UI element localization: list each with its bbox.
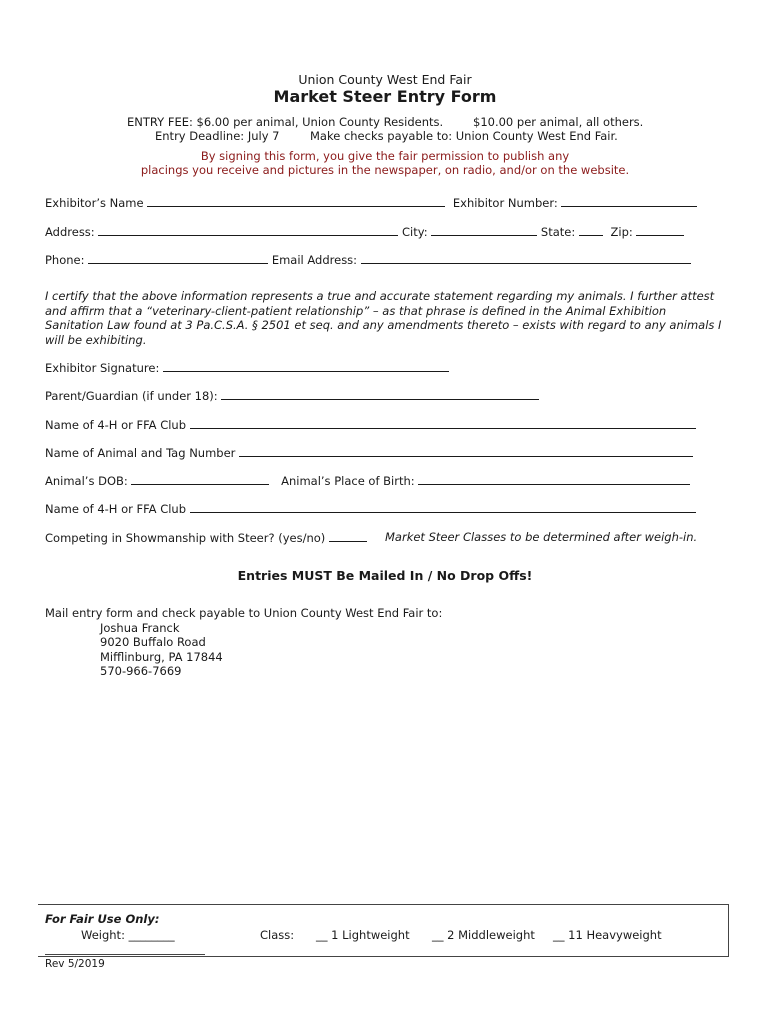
entry-deadline: Entry Deadline: July 7 (155, 129, 280, 143)
entry-fee-others: $10.00 per animal, all others. (473, 115, 644, 129)
signature-row (45, 361, 449, 375)
fair-use-class-label: Class: (260, 928, 295, 942)
zip-label: Zip: (610, 225, 633, 239)
club-name-label-2: Name of 4-H or FFA Club (45, 502, 187, 516)
animal-tag-row (45, 446, 693, 460)
mailing-block (45, 606, 442, 679)
mailing-notice: Entries MUST Be Mailed In / No Drop Offs! (237, 568, 533, 583)
showmanship-field[interactable] (329, 531, 367, 542)
class-option-middleweight: __ 2 Middleweight (432, 928, 535, 942)
exhibitor-number-label: Exhibitor Number: (452, 196, 558, 210)
address-row (45, 225, 684, 239)
address-field[interactable] (98, 225, 398, 236)
zip-field[interactable] (636, 225, 684, 236)
showmanship-label: Competing in Showmanship with Steer? (yes/no) (45, 531, 326, 545)
animal-tag-field[interactable] (239, 446, 693, 457)
form-title: Market Steer Entry Form (273, 87, 497, 106)
class-option-lightweight: __ 1 Lightweight (316, 928, 410, 942)
club-row-1 (45, 418, 696, 432)
permission-notice-line-1: By signing this form, you give the fair permission to publish any (200, 149, 570, 163)
animal-dob-field[interactable] (131, 474, 269, 485)
animal-dob-row (45, 474, 690, 488)
class-option-heavyweight: __ 11 Heavyweight (553, 928, 662, 942)
club-name-field-2[interactable] (190, 502, 696, 513)
fair-use-weight: Weight: ________ (81, 928, 175, 942)
animal-dob-label: Animal’s DOB: (45, 474, 128, 488)
certification-statement: I certify that the above information represents a true and accurate statement regarding my animals. I further attest and affirm that a “veterinary-client-patient relationship” – as that phrase is defined in the Animal Exhibition Sanitation Law found at 3 Pa.C.S.A. § 2501 et seq. and any amendments thereto – exists with regard to any animals I will be exhibiting. (45, 289, 722, 347)
classes-note: Market Steer Classes to be determined after weigh-in. (385, 530, 698, 544)
permission-notice-line-2: placings you receive and pictures in the newspaper, on radio, and/or on the website. (140, 163, 630, 177)
exhibitor-signature-label: Exhibitor Signature: (45, 361, 160, 375)
club-row-2 (45, 502, 696, 516)
address-label: Address: (45, 225, 95, 239)
exhibitor-number-field[interactable] (561, 196, 697, 207)
state-field[interactable] (579, 225, 603, 236)
entry-fee-residents: ENTRY FEE: $6.00 per animal, Union County Residents. (127, 115, 444, 129)
animal-birthplace-field[interactable] (418, 474, 690, 485)
club-name-label-1: Name of 4-H or FFA Club (45, 418, 187, 432)
club-name-field-1[interactable] (190, 418, 696, 429)
exhibitor-signature-field[interactable] (163, 361, 449, 372)
mailing-name: Joshua Franck (100, 620, 180, 635)
mailing-street: 9020 Buffalo Road (100, 635, 206, 649)
state-label: State: (540, 225, 576, 239)
email-field[interactable] (361, 253, 691, 264)
fair-use-heading: For Fair Use Only: (45, 912, 160, 926)
email-label: Email Address: (271, 253, 358, 267)
exhibitor-name-field[interactable] (147, 196, 445, 207)
organization-name: Union County West End Fair (298, 72, 472, 87)
animal-tag-label: Name of Animal and Tag Number (45, 446, 236, 460)
checks-payable: Make checks payable to: Union County West End Fair. (310, 129, 618, 143)
animal-birthplace-label: Animal’s Place of Birth: (281, 474, 415, 488)
city-label: City: (402, 225, 428, 239)
parent-guardian-label: Parent/Guardian (if under 18): (45, 389, 218, 403)
exhibitor-name-label: Exhibitor’s Name (45, 196, 144, 210)
revision-label: Rev 5/2019 (45, 958, 105, 970)
phone-field[interactable] (88, 253, 268, 264)
city-field[interactable] (431, 225, 537, 236)
parent-guardian-field[interactable] (221, 389, 539, 400)
exhibitor-name-row (45, 196, 697, 210)
mailing-city-state-zip: Mifflinburg, PA 17844 (100, 649, 223, 664)
phone-label: Phone: (45, 253, 85, 267)
guardian-row (45, 389, 539, 403)
showmanship-row (45, 531, 367, 545)
phone-email-row (45, 253, 691, 267)
footer-rule (45, 954, 205, 955)
mailing-instruction: Mail entry form and check payable to Union County West End Fair to: (45, 606, 443, 620)
mailing-phone: 570-966-7669 (100, 664, 182, 678)
